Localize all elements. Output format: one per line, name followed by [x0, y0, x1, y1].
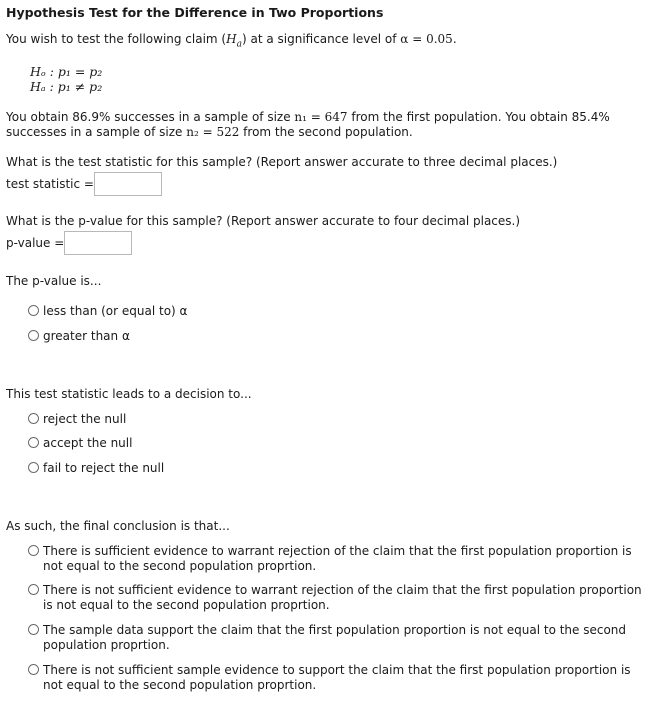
n1-value: n₁ = 647	[294, 110, 348, 124]
alternative-hypothesis: Hₐ : p₁ ≠ p₂	[30, 79, 103, 94]
option-conclusion-1[interactable]: There is sufficient evidence to warrant rejection of the claim that the first population proportion is not equal to the second population proprtion.	[43, 544, 632, 573]
sample-description-line1: You obtain 86.9% successes in a sample of size n₁ = 647 from the first population. You obtain 85.4%	[6, 110, 610, 124]
alpha-value: α = 0.05	[400, 32, 453, 46]
null-hypothesis: Hₒ : p₁ = p₂	[30, 64, 103, 79]
test-statistic-label: test statistic =	[6, 177, 94, 191]
option-less-than-alpha[interactable]: less than (or equal to) α	[43, 304, 188, 318]
option-greater-than-alpha[interactable]: greater than α	[43, 329, 130, 343]
option-conclusion-2[interactable]: There is not sufficient evidence to warrant rejection of the claim that the first population proportion is not equal to the second population proprtion.	[43, 583, 642, 612]
radio-reject-null[interactable]	[28, 413, 39, 424]
radio-conclusion-1[interactable]	[28, 545, 39, 556]
p-value-input[interactable]	[64, 231, 132, 255]
sample-description-line2: successes in a sample of size n₂ = 522 from the second population.	[6, 125, 413, 139]
radio-accept-null[interactable]	[28, 437, 39, 448]
p-value-label: p-value =	[6, 236, 65, 250]
radio-conclusion-3[interactable]	[28, 624, 39, 635]
ha-symbol: H	[226, 32, 237, 46]
p-value-question: What is the p-value for this sample? (Report answer accurate to four decimal places.)	[6, 214, 521, 228]
conclusion-question: As such, the final conclusion is that...	[6, 519, 230, 533]
decision-question: This test statistic leads to a decision to...	[6, 387, 252, 401]
option-conclusion-4[interactable]: There is not sufficient sample evidence to support the claim that the first population proportion is not equal to the second population proprtion.	[43, 663, 631, 692]
radio-conclusion-4[interactable]	[28, 664, 39, 675]
option-conclusion-3[interactable]: The sample data support the claim that the first population proportion is not equal to the second population proprtion.	[43, 623, 627, 652]
radio-conclusion-2[interactable]	[28, 584, 39, 595]
p-value-compare-question: The p-value is...	[6, 274, 102, 288]
option-reject-null[interactable]: reject the null	[43, 412, 127, 426]
page-title: Hypothesis Test for the Difference in Two Proportions	[6, 5, 384, 20]
test-statistic-input[interactable]	[94, 172, 162, 196]
n2-value: n₂ = 522	[186, 125, 240, 139]
radio-greater-than-alpha[interactable]	[28, 330, 39, 341]
option-accept-null[interactable]: accept the null	[43, 436, 133, 450]
option-fail-to-reject-null[interactable]: fail to reject the null	[43, 461, 165, 475]
radio-less-than-alpha[interactable]	[28, 305, 39, 316]
radio-fail-to-reject-null[interactable]	[28, 462, 39, 473]
claim-intro: You wish to test the following claim $(H_a)$ at a significance level of α = 0.05.	[6, 32, 457, 50]
test-statistic-question: What is the test statistic for this sample? (Report answer accurate to three decimal places.)	[6, 155, 558, 169]
